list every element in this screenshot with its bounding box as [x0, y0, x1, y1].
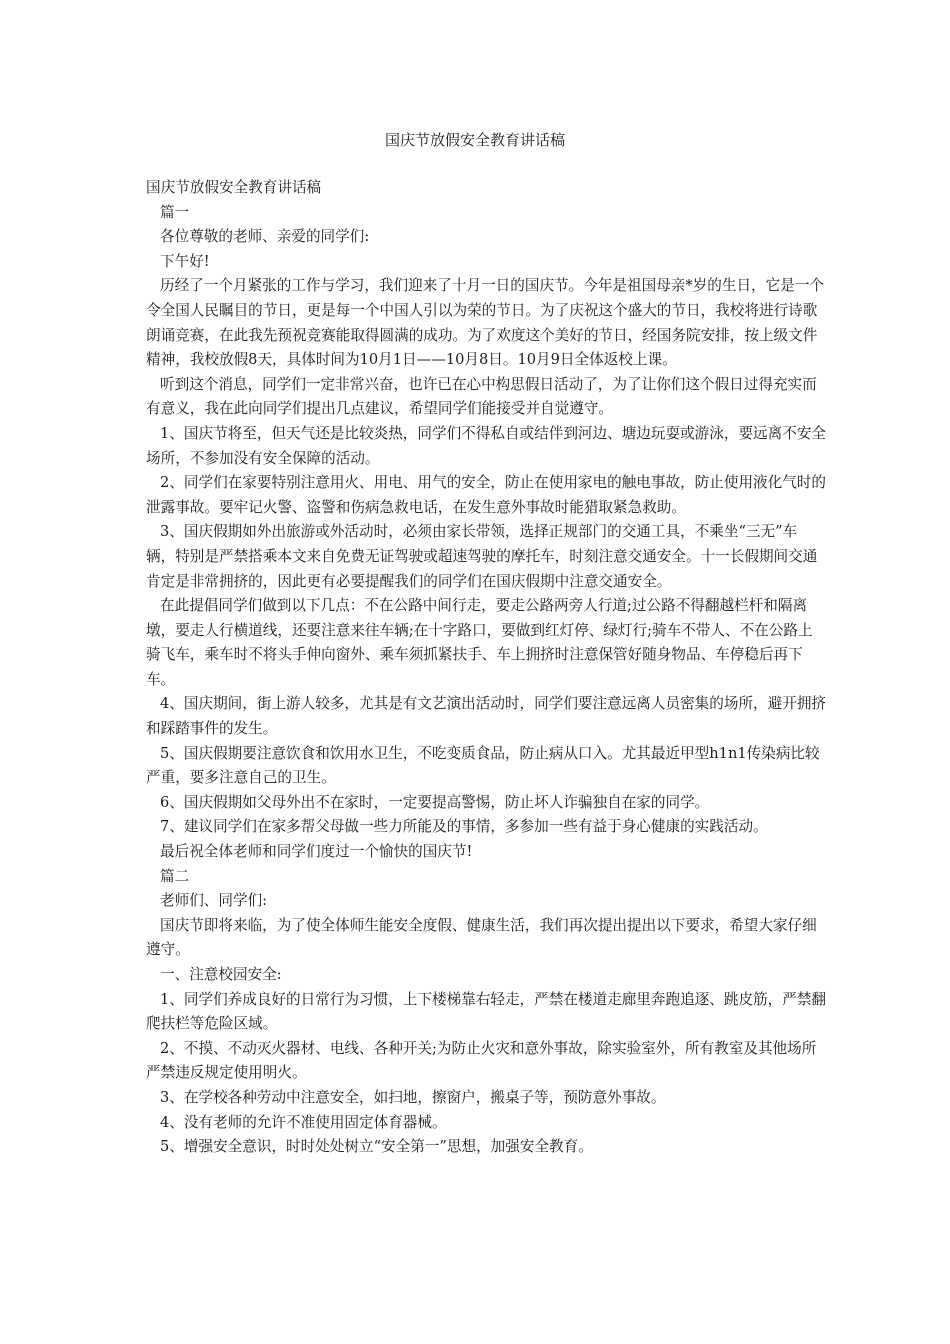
paragraph: 7、建议同学们在家多帮父母做一些力所能及的事情，多参加一些有益于身心健康的实践活动。	[160, 818, 768, 836]
paragraph: 2、不摸、不动灭火器材、电线、各种开关;为防止火灾和意外事故，除实验室外，所有教室及其他场所严禁违反规定使用明火。	[146, 1039, 817, 1082]
paragraph: 篇二	[160, 867, 190, 885]
paragraph: 各位尊敬的老师、亲爱的同学们:	[160, 228, 370, 246]
paragraph: 6、国庆假期如父母外出不在家时，一定要提高警惕，防止坏人诈骗独自在家的同学。	[160, 793, 710, 811]
paragraph: 历经了一个月紧张的工作与学习，我们迎来了十月一日的国庆节。今年是祖国母亲*岁的生日，它是一个令全国人民瞩目的节日，更是每一个中国人引以为荣的节日。为了庆祝这个盛大的节日，我校将进行诗歌朗诵竞赛，在此我先预祝竞赛能取得圆满的成功。为了欢度这个美好的节日，经国务院安排，按上级文件精神，我校放假8天，具体时间为10月1日——10月8日。10月9日全体返校上课。	[146, 277, 825, 369]
paragraph: 最后祝全体老师和同学们度过一个愉快的国庆节!	[160, 843, 473, 861]
paragraph: 3、国庆假期如外出旅游或外活动时，必须由家长带领，选择正规部门的交通工具，不乘坐“三无”车辆，特别是严禁搭乘本文来自免费无证驾驶或超速驾驶的摩托车，时刻注意交通安全。十一长假期间交通肯定是非常拥挤的，因此更有必要提醒我们的同学们在国庆假期中注意交通安全。	[146, 523, 818, 590]
document-body	[146, 176, 826, 1160]
paragraph: 5、增强安全意识，时时处处树立“安全第一”思想，加强安全教育。	[160, 1138, 593, 1156]
paragraph: 1、国庆节将至，但天气还是比较炎热，同学们不得私自或结伴到河边、塘边玩耍或游泳，要远离不安全场所，不参加没有安全保障的活动。	[146, 424, 827, 467]
paragraph: 2、同学们在家要特别注意用火、用电、用气的安全，防止在使用家电的触电事故，防止使用液化气时的泄露事故。要牢记火警、盗警和伤病急救电话，在发生意外事故时能猎取紧急救助。	[146, 474, 827, 516]
paragraph: 1、同学们养成良好的日常行为习惯，上下楼梯靠右轻走，严禁在楼道走廊里奔跑追逐、跳皮筋，严禁翻爬扶栏等危险区域。	[146, 990, 827, 1033]
paragraph: 下午好!	[160, 252, 210, 270]
paragraph: 5、国庆假期要注意饮食和饮用水卫生，不吃变质食品，防止病从口入。尤其最近甲型h1n1传染病比较严重，要多注意自己的卫生。	[146, 744, 820, 787]
paragraph: 篇一	[160, 203, 190, 221]
paragraph: 4、国庆期间，街上游人较多，尤其是有文艺演出活动时，同学们要注意远离人员密集的场所，避开拥挤和踩踏事件的发生。	[146, 695, 827, 738]
paragraph: 国庆节放假安全教育讲话稿	[146, 179, 322, 196]
paragraph: 老师们、同学们:	[160, 892, 268, 910]
paragraph: 在此提倡同学们做到以下几点：不在公路中间行走，要走公路两旁人行道;过公路不得翻越栏杆和隔离墩，要走人行横道线，还要注意来往车辆;在十字路口，要做到红灯停、绿灯行;骑车不带人、不在公路上骑飞车，乘车时不将头手伸向窗外、乘车须抓紧扶手、车上拥挤时注意保管好随身物品、车停稳后再下车。	[146, 597, 813, 688]
paragraph: 3、在学校各种劳动中注意安全，如扫地，擦窗户，搬桌子等，预防意外事故。	[160, 1088, 666, 1106]
paragraph: 一、注意校园安全:	[160, 966, 282, 983]
paragraph: 听到这个消息，同学们一定非常兴奋，也许已在心中构思假日活动了，为了让你们这个假日过得充实而有意义，我在此向同学们提出几点建议，希望同学们能接受并自觉遵守。	[146, 375, 817, 418]
paragraph: 国庆节即将来临，为了使全体师生能安全度假、健康生活，我们再次提出提出以下要求，希望大家仔细遵守。	[146, 916, 817, 959]
document-title: 国庆节放假安全教育讲话稿	[384, 131, 565, 149]
paragraph: 4、没有老师的允许不准使用固定体育器械。	[160, 1113, 447, 1131]
